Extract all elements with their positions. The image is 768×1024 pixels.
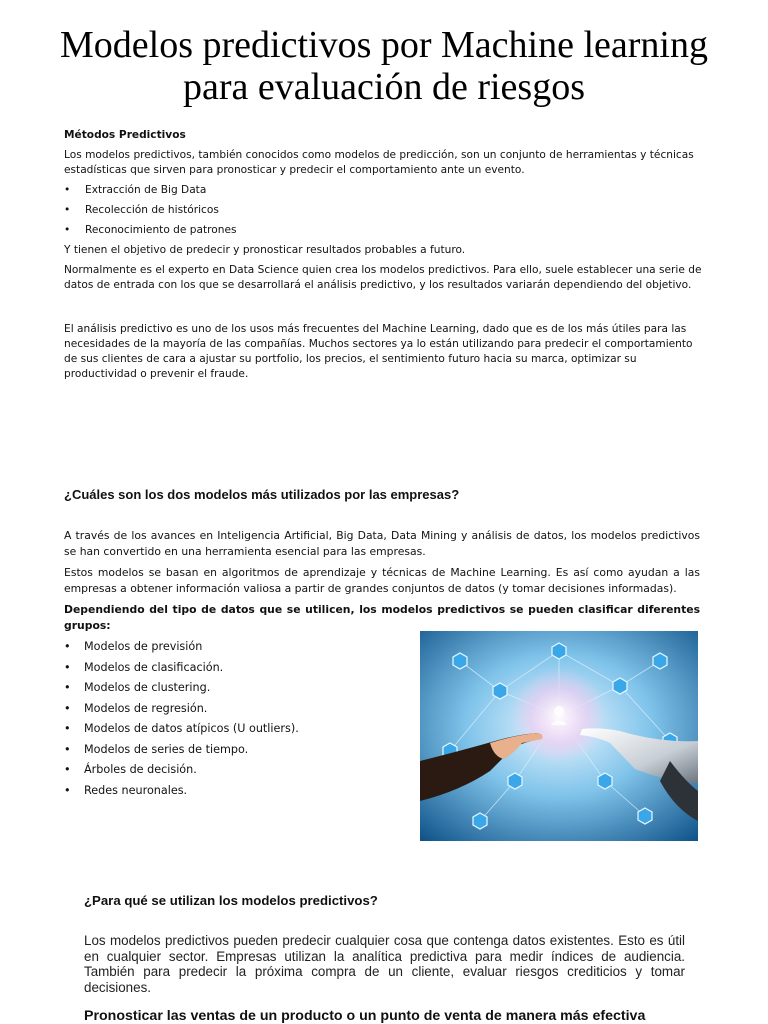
- sales-heading: Pronosticar las ventas de un producto o un punto de venta de manera más efectiva: [84, 1008, 646, 1024]
- list-item: • Modelos de clustering.: [64, 681, 394, 702]
- model-types-list: [64, 640, 394, 804]
- list-item: • Modelos de datos atípicos (U outliers).: [64, 722, 394, 743]
- models-section: [64, 528, 700, 639]
- list-item: • Modelos de regresión.: [64, 702, 394, 723]
- uses-paragraph: Los modelos predictivos pueden predecir cualquier cosa que contenga datos existentes. Esto es útil en cualquier sector. Empresas utilizan la analítica predictiva para medir índices de audiencia. También para predecir la próxima compra de un cliente, evaluar riesgos crediticios y tomar decisiones.: [84, 933, 685, 995]
- list-item: • Extracción de Big Data: [64, 183, 704, 198]
- document-title: Modelos predictivos por Machine learning para evaluación de riesgos: [60, 24, 708, 108]
- list-item: • Árboles de decisión.: [64, 763, 394, 784]
- models-paragraph: Estos modelos se basan en algoritmos de aprendizaje y técnicas de Machine Learning. Es así como ayudan a las empresas a obtener información valiosa a partir de grandes conjuntos de datos (y tomar decisiones informadas).: [64, 566, 700, 595]
- list-item: • Modelos de clasificación.: [64, 661, 394, 682]
- list-item: • Reconocimiento de patrones: [64, 223, 704, 238]
- models-paragraph: A través de los avances en Inteligencia Artificial, Big Data, Data Mining y análisis de datos, los modelos predictivos se han convertido en una herramienta esencial para las empresas.: [64, 529, 700, 558]
- intro-bullet-list: [64, 183, 704, 238]
- intro-paragraph: Los modelos predictivos, también conocidos como modelos de predicción, son un conjunto de herramientas y técnicas estadísticas que sirven para pronosticar y predecir el comportamiento ante un evento.: [64, 149, 694, 176]
- intro-paragraph: El análisis predictivo es uno de los usos más frecuentes del Machine Learning, dado que es de los más útiles para las necesidades de la mayoría de las compañías. Muchos sectores ya lo están utilizando para predecir el comportamiento de sus clientes de cara a ajustar su portfolio, los precios, el sentimiento futuro hacia su marca, optimizar su productividad o prevenir el fraude.: [64, 323, 693, 380]
- uses-heading: ¿Para qué se utilizan los modelos predictivos?: [84, 893, 378, 908]
- intro-paragraph: Normalmente es el experto en Data Science quien crea los modelos predictivos. Para ello, suele establecer una serie de datos de entrada con los que se desarrollará el análisis predictivo, y los resultados variarán dependiendo del objetivo.: [64, 264, 702, 291]
- intro-paragraph: Y tienen el objetivo de predecir y pronosticar resultados probables a futuro.: [64, 244, 466, 256]
- list-item: • Redes neuronales.: [64, 784, 394, 805]
- intro-section: [64, 128, 704, 387]
- ai-hands-image: [420, 631, 698, 841]
- intro-subheading: Métodos Predictivos: [64, 129, 186, 141]
- list-item: • Modelos de previsión: [64, 640, 394, 661]
- models-heading: ¿Cuáles son los dos modelos más utilizados por las empresas?: [64, 487, 460, 502]
- models-paragraph: Dependiendo del tipo de datos que se utilicen, los modelos predictivos se pueden clasificar diferentes grupos:: [64, 603, 700, 632]
- list-item: • Modelos de series de tiempo.: [64, 743, 394, 764]
- list-item: • Recolección de históricos: [64, 203, 704, 218]
